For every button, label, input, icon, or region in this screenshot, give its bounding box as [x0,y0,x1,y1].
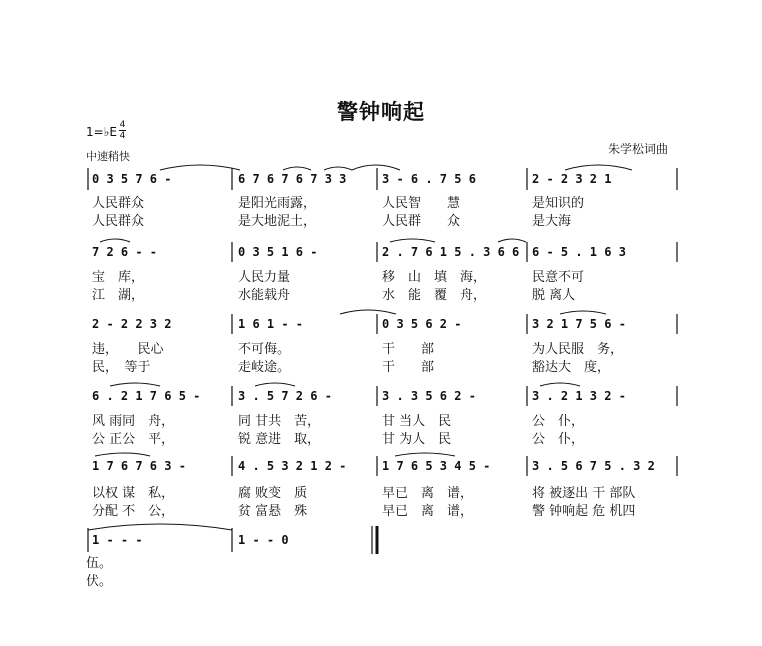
lyric-verse-2: 锐 意进 取， [238,432,321,447]
slur [340,310,396,314]
lyric-verse-1: 是阳光雨露， [238,196,317,211]
lyric-verse-1: 甘 当人 民 [382,414,452,429]
slur [498,239,526,242]
key-signature: 1=♭E [86,125,117,139]
measure-notes: 3 . 3 5 6 2 - [382,389,476,403]
lyric-verse-1: 人民力量 [238,270,291,285]
measure-notes: 6 7 6 7 6 7 3 3 [238,172,347,186]
lyric-verse-2: 人民群众 [92,214,145,229]
measure-notes: 1 - - 0 [238,533,289,547]
measure-notes: 3 - 6 . 7 5 6 [382,172,476,186]
lyric-verse-2: 豁达大 度， [532,360,611,375]
lyric-verse-1: 为人民服 务， [532,342,624,357]
lyric-verse-2: 人民群 众 [382,214,461,229]
slur [352,165,400,170]
measure-notes: 0 3 5 6 2 - [382,317,462,331]
lyric-verse-1: 人民群众 [92,196,145,211]
measure-notes: 3 . 5 6 7 5 . 3 2 [532,459,655,473]
lyric-verse-2: 早已 离 谱， [382,504,474,519]
song-title: 警钟响起 [337,100,425,124]
lyric-verse-2: 脱 离人 [532,288,576,303]
measure-notes: 1 7 6 7 6 3 - [92,459,186,473]
measure-notes: 1 6 1 - - [238,317,304,331]
lyric-verse-2: 江 湖， [92,288,145,303]
slur [324,167,352,170]
lyric-verse-2: 走岐途。 [238,360,291,375]
lyric-verse-1: 腐 败变 质 [238,486,308,501]
slur [560,311,606,314]
lyric-verse-2: 公 正公 平， [92,432,175,447]
lyric-verse-2: 民， 等于 [92,360,151,375]
lyric-verse-1: 宝 库， [92,270,145,285]
lyric-verse-2: 水 能 覆 舟， [382,288,487,303]
measure-notes: 0 3 5 1 6 - [238,245,318,259]
lyric-verse-1: 民意不可 [532,270,585,285]
lyric-verse-1: 干 部 [382,342,435,357]
time-signature-bottom: 4 [119,131,126,141]
measure-notes: 2 - 2 2 3 2 [92,317,172,331]
measure-notes: 2 - 2 3 2 1 [532,172,612,186]
lyric-verse-1: 早已 离 谱， [382,486,474,501]
lyric-verse-2: 甘 为人 民 [382,432,452,447]
lyric-verse-2: 分配 不 公， [92,504,175,519]
lyric-verse-2: 警 钟响起 危 机四 [532,504,636,519]
slur [110,383,160,386]
slur [95,453,150,456]
tie [88,524,232,530]
slur [283,167,311,170]
measure-notes: 0 3 5 7 6 - [92,172,172,186]
lyric-verse-1: 不可侮。 [238,342,291,357]
slur [390,239,435,242]
lyric-verse-1: 人民智 慧 [382,196,461,211]
tempo-marking: 中速稍快 [86,150,130,163]
composer-credit: 朱学松词曲 [608,142,669,156]
slur [565,165,632,170]
measure-notes: 1 - - - [92,533,143,547]
lyric-verse-1: 同 甘共 苦， [238,414,321,429]
measure-notes: 6 - 5 . 1 6 3 [532,245,626,259]
slur [255,383,295,386]
lyric-verse-1: 以权 谋 私， [92,486,175,501]
lyric-verse-1: 是知识的 [532,196,585,211]
measure-notes: 3 2 1 7 5 6 - [532,317,626,331]
slur [100,239,130,242]
measure-notes: 7 2 6 - - [92,245,158,259]
lyric-verse-1: 将 被逐出 干 部队 [532,486,636,501]
lyric-verse-1: 伍。 [86,556,113,571]
lyric-verse-1: 公 仆， [532,414,585,429]
slur [160,165,240,170]
lyric-verse-1: 风 雨同 舟， [92,414,175,429]
slur [540,383,580,386]
lyric-verse-2: 是大海 [532,214,572,229]
measure-notes: 4 . 5 3 2 1 2 - [238,459,347,473]
time-signature-top: 4 [119,120,126,130]
lyric-verse-2: 干 部 [382,360,435,375]
lyric-verse-2: 公 仆， [532,432,585,447]
lyric-verse-2: 贫 富悬 殊 [238,504,308,519]
measure-notes: 3 . 2 1 3 2 - [532,389,626,403]
lyric-verse-2: 是大地泥土， [238,214,317,229]
measure-notes: 6 . 2 1 7 6 5 - [92,389,201,403]
measure-notes: 3 . 5 7 2 6 - [238,389,332,403]
measure-notes: 2 . 7 6 1 5 . 3 6 6 [382,245,520,259]
lyric-verse-2: 水能载舟 [238,288,291,303]
lyric-verse-2: 伏。 [86,574,113,589]
lyric-verse-1: 违， 民心 [92,342,164,357]
lyric-verse-1: 移 山 填 海， [382,270,487,285]
measure-notes: 1 7 6 5 3 4 5 - [382,459,491,473]
slur [395,453,455,456]
